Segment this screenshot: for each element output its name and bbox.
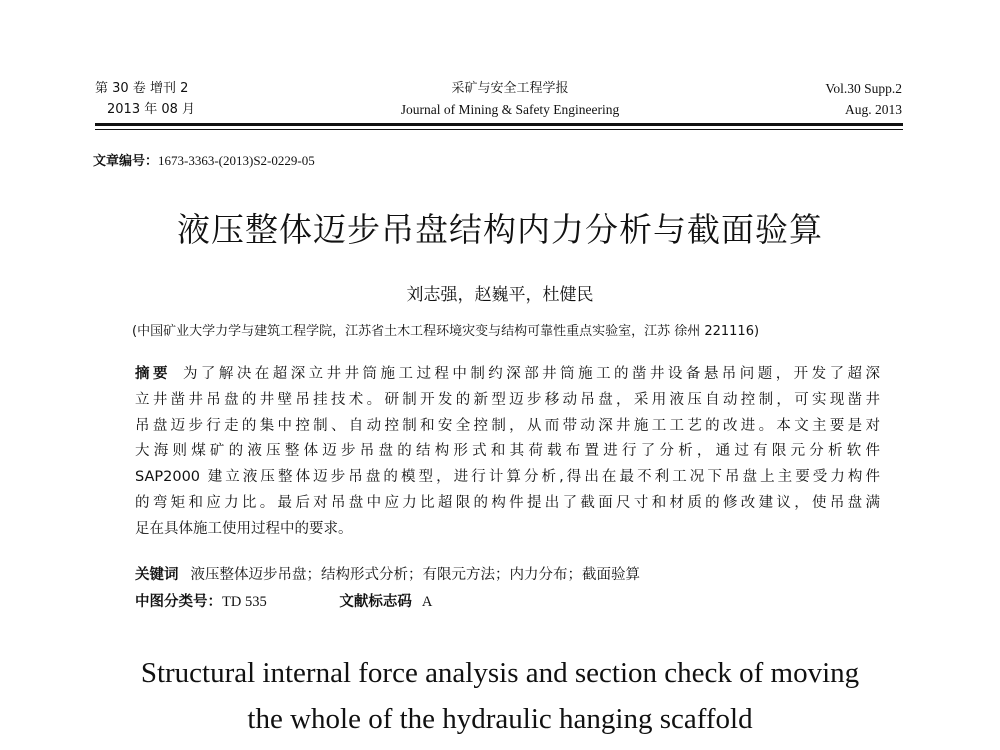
header-rule-thin [95,129,903,130]
header-right [825,78,902,120]
keywords-label: 关键词 [135,567,179,583]
abstract [135,362,880,543]
journal-name-en: Journal of Mining & Safety Engineering [400,102,620,117]
header-center [320,78,700,120]
classification-value: TD 535 [222,594,267,610]
article-number-value: 1673-3363-(2013)S2-0229-05 [158,153,315,168]
document-code-label: 文献标志码 [339,594,412,610]
classification-line [135,590,432,611]
abstract-line: 立井凿井吊盘的井壁吊挂技术。研制开发的新型迈步移动吊盘，采用液压自动控制，可实现凿井 [135,391,880,408]
title-english [0,650,1000,742]
article-number [93,150,315,169]
title-english-line-2: the whole of the hydraulic hanging scaffold [247,703,753,735]
date-en: Aug. 2013 [845,102,902,117]
keywords-value: 液压整体迈步吊盘；结构形式分析；有限元方法；内力分布；截面验算 [190,567,640,583]
article-number-label: 文章编号： [93,154,159,169]
abstract-line: 摘要 为了解决在超深立井井筒施工过程中制约深部井筒施工的凿井设备悬吊问题，开发了超深 [135,366,881,382]
affiliation: (中国矿业大学力学与建筑工程学院，江苏省土木工程环境灾变与结构可靠性重点实验室，江苏 徐州 221116) [132,324,760,339]
abstract-line: SAP2000 建立液压整体迈步吊盘的模型，进行计算分析,得出在最不利工况下吊盘上主要受力构件 [135,469,880,486]
authors: 刘志强，赵巍平，杜健民 [406,285,594,305]
abstract-line: 的弯矩和应力比。最后对吊盘中应力比超限的构件提出了截面尺寸和材质的修改建议，使吊盘满 [135,494,880,511]
volume-cn: 第 30 卷 增刊 2 [95,81,189,96]
abstract-line: 吊盘迈步行走的集中控制、自动控制和安全控制，从而带动深井施工工艺的改进。本文主要是对 [135,417,880,434]
classification-label: 中图分类号： [135,594,222,610]
abstract-label: 摘要 [135,366,171,382]
abstract-line: 大海则煤矿的液压整体迈步吊盘的结构形式和其荷载布置进行了分析，通过有限元分析软件 [135,443,880,460]
header-rule-thick [95,123,903,126]
volume-en: Vol.30 Supp.2 [825,81,902,96]
title-english-line-1: Structural internal force analysis and section check of moving [140,657,860,689]
document-code-value: A [421,594,433,610]
keywords [135,563,640,584]
abstract-line: 足在具体施工使用过程中的要求。 [135,520,353,537]
title-chinese: 液压整体迈步吊盘结构内力分析与截面验算 [177,210,823,249]
header-left [95,78,195,120]
date-cn: 2013 年 08 月 [107,102,196,117]
journal-name-cn: 采矿与安全工程学报 [451,81,569,96]
document-code [339,594,432,610]
